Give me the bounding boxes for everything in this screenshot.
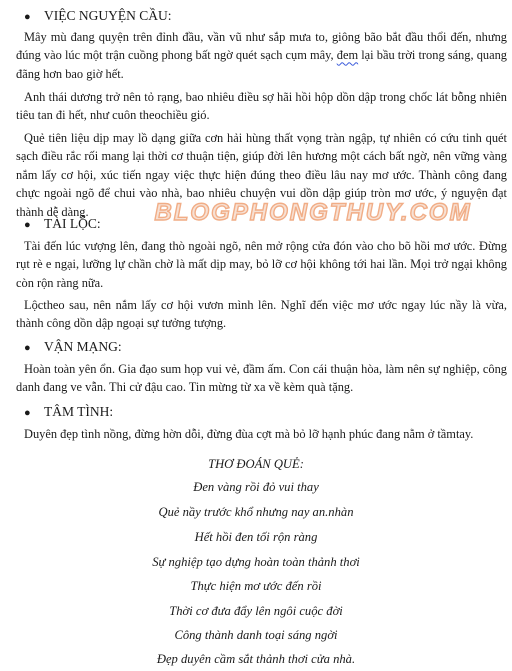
bullet-icon: ●: [24, 342, 31, 354]
poem-line: Đen vàng rồi đỏ vui thay: [193, 480, 319, 494]
watermark-text: BLOGPHONGTHUY.COM: [154, 199, 472, 226]
watermark: [148, 196, 478, 226]
poem-line: Sự nghiệp tạo dựng hoàn toàn thảnh thơi: [152, 555, 360, 569]
poem-title: THƠ ĐOÁN QUẺ:: [208, 457, 304, 471]
poem-line: Hết hồi đen tối rộn ràng: [194, 530, 318, 544]
paragraph-tam-tinh-1: Duyên đẹp tình nồng, đừng hờn dỗi, đừng đùa cợt mà bỏ lỡ hạnh phúc đang nằm ở tầmtay.: [24, 427, 474, 441]
poem-line: Thời cơ đưa đẩy lên ngôi cuộc đời: [169, 604, 343, 618]
section-heading-tai-loc: ● TÀI LỘC:: [24, 216, 101, 231]
section-heading-van-mang: ● VẬN MẠNG:: [24, 339, 122, 354]
paragraph-nguyen-cau-3: Quẻ tiên liệu dịp may lồ dạng giữa cơn hải hùng thất vọng tràn ngập, tự nhiên có cứu tinh quét sạch điều rắc rối mang lại thời cơ thuận tiện, giúp đời lên hương một cách bất ngờ, nên vững vàng nắm lấy cơ hội, xúc tiến ngay việc thực hiện đúng theo điều lâu nay mơ ước. Thành công đang chực ngoài ngõ để chui vào nhà, bao nhiêu chuyện vui dồn dập giúp tròn mơ ước, ý nguyện đạt thành dễ dàng.: [16, 131, 507, 219]
poem-line: Đẹp duyên cầm sắt thảnh thơi cửa nhà.: [156, 652, 356, 666]
bullet-icon: ●: [24, 407, 31, 419]
bullet-icon: ●: [24, 219, 31, 231]
poem-line: Thực hiện mơ ước đến rồi: [190, 579, 322, 593]
section-heading-nguyen-cau: ● VIỆC NGUYỆN CẦU:: [24, 8, 172, 23]
spellcheck-mark: đem: [336, 48, 359, 63]
poem-line: Quẻ nầy trước khổ nhưng nay an.nhàn: [158, 505, 354, 519]
bullet-icon: ●: [24, 11, 31, 23]
paragraph-nguyen-cau-2: Anh thái dương trở nên tỏ rạng, bao nhiêu điều sợ hãi hồi hộp dồn dập trong chốc lát bỗng nhiên tiêu tan đi hết, như cuôn theochiều gió.: [16, 90, 507, 123]
paragraph-nguyen-cau-1: Mây mù đang quyện trên đỉnh đầu, vần vũ như sắp mưa to, giông bão bắt đầu thổi đến, nhưng đúng vào lúc một trận cuồng phong bất ngờ quét sạch cụm mây, đem lại bầu trời trong sáng, quang đãng hơn bao giờ hết.: [16, 30, 508, 81]
section-heading-tam-tinh: ● TÂM TÌNH:: [24, 404, 114, 419]
paragraph-tai-loc-2: Lộctheo sau, nên nắm lấy cơ hội vươn mình lên. Nghĩ đến việc mơ ước ngay lúc nầy là vừa, thành công dồn dập ngoại sự tưởng tượng.: [16, 298, 507, 331]
paragraph-tai-loc-1: Tài đến lúc vượng lên, đang thò ngoài ngõ, nên mở rộng cửa đón vào cho bõ hồi mơ ước. Đừng rụt rè e ngại, lưỡng lự chần chờ là mất dịp may, bỏ lỡ cơ hội không tới hai lần. Mọi trở ngại không còn rộn ràng nữa.: [16, 239, 507, 290]
paragraph-van-mang-1: Hoàn toàn yên ổn. Gia đạo sum họp vui vẻ, đầm ấm. Con cái thuận hòa, làm nên sự nghiệp, công danh đang ve vẫn. Thi cử đậu cao. Tin mừng từ xa về kèm quà tặng.: [16, 362, 507, 395]
poem-line: Công thành danh toại sáng ngời: [174, 628, 338, 642]
